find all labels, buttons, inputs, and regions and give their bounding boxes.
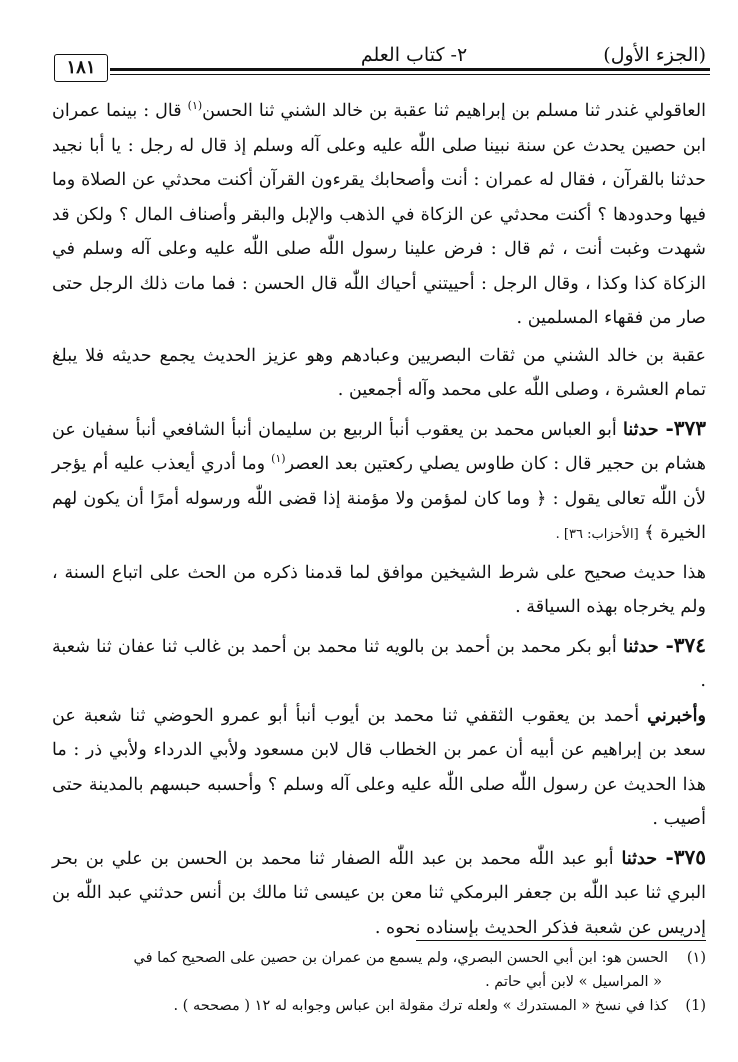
hadith-number: ٣٧٣-: [665, 415, 706, 440]
text-span: عقبة بن خالد الشني من ثقات البصريين وعبادهم وهو عزيز الحديث يجمع حديثه فلا يبلغ تمام العشرة ، وصلى اللّٰه على محمد وآله أجمعين .: [52, 345, 706, 400]
text-span: العاقولي غندر ثنا مسلم بن إبراهيم ثنا عقبة بن خالد الشني ثنا الحسن: [202, 101, 706, 121]
hadith-374: [52, 628, 706, 699]
hadith-number: ٣٧٥-: [665, 844, 706, 869]
keyword: حدثنا: [623, 418, 666, 440]
text-span: أبو عبد اللّٰه محمد بن عبد اللّٰه الصفار ثنا محمد بن الحسن بن علي بن بحر البري ثنا عبد اللّٰه بن جعفر البرمكي ثنا معن بن عيسى ثنا مالك بن أنس حدثني عبد اللّٰه بن إدريس عن شعبة فذكر الحديث بإسناده نحوه .: [52, 848, 706, 938]
text-span: أحمد بن يعقوب الثقفي ثنا محمد بن أيوب أنبأ أبو عمرو الحوضي ثنا شعبة عن سعد بن إبراهيم عن أبيه أن عمر بن الخطاب قال لابن مسعود ولأبي الدرداء ولأبي ذر : ما هذا الحديث عن رسول اللّٰه صلى اللّٰه عليه وعلى آله وسلم ؟ وأحسبه حبسهم بالمدينة حتى أصيب .: [52, 705, 706, 829]
keyword: حدثنا: [623, 635, 666, 657]
paragraph-grading: [52, 556, 706, 625]
text-span: قال : بينما عمران ابن حصين يحدث عن سنة نبينا صلى اللّٰه عليه وعلى آله وسلم إذ قال له رجل : يا أبا نجيد حدثنا بالقرآن ، فقال له عمران : أنت وأصحابك يقرءون القرآن أكنت محدثي عن الصلاة وما فيها وحدودها ؟ أكنت محدثي عن الزكاة في الذهب والإبل والبقر وأصناف المال ؟ ولكن قد شهدت وغبت أنت ، ثم قال : فرض علينا رسول اللّٰه صلى اللّٰه عليه وعلى آله وسلم في الزكاة كذا وكذا ، وقال الرجل : أحييتني أحياك اللّٰه قال الحسن : فما مات ذلك الرجل حتى صار من فقهاء المسلمين .: [52, 101, 706, 328]
hadith-number: ٣٧٤-: [665, 632, 706, 657]
paragraph-note: [52, 339, 706, 408]
page-number: ١٨١: [54, 54, 108, 82]
footnote-1: [52, 946, 706, 970]
footnote-1-continued: [52, 970, 706, 994]
footnote-text: الحسن هو: ابن أبي الحسن البصري، ولم يسمع من عمران بن حصين على الصحيح كما في: [133, 950, 668, 966]
main-text: [52, 94, 706, 945]
keyword: وأخبرني: [647, 704, 706, 726]
quran-reference: [الأحزاب: ٣٦] .: [555, 527, 639, 542]
text-span: أبو بكر محمد بن أحمد بن بالويه ثنا محمد بن أحمد بن غالب ثنا عفان ثنا شعبة .: [52, 636, 706, 691]
footnote-marker[interactable]: (١): [271, 452, 286, 466]
chapter-title: ٢- كتاب العلم: [360, 44, 468, 66]
keyword: حدثنا: [621, 847, 666, 869]
footnote-divider: [416, 940, 706, 941]
text-span: هذا حديث صحيح على شرط الشيخين موافق لما قدمنا ذكره من الحث على اتباع السنة ، ولم يخرجاه بهذه السياقة .: [52, 562, 706, 617]
footnote-2: [52, 994, 706, 1018]
text-span: أبو العباس محمد بن يعقوب أنبأ الربيع بن سليمان أنبأ الشافعي أنبأ سفيان عن هشام بن حجير قال : كان طاوس يصلي ركعتين بعد العصر: [52, 419, 706, 474]
footnotes: [52, 946, 706, 1018]
footnote-number: (1): [685, 998, 706, 1014]
hadith-375: [52, 840, 706, 946]
text-span: وما أدري أيعذب عليه أم يؤجر لأن اللّٰه تعالى يقول : ﴿ وما كان لمؤمن ولا مؤمنة إذا قضى اللّٰه ورسوله أمرًا أن يكون لهم الخيرة ﴾: [52, 454, 706, 543]
paragraph-akhbarani: [52, 699, 706, 837]
footnote-text: كذا في نسخ « المستدرك » ولعله ترك مقولة ابن عباس وجوابه له ١٢ ( مصححه ) .: [173, 998, 668, 1014]
header-rule-thick: [110, 68, 710, 71]
page-header: [54, 38, 710, 78]
footnote-number: (١): [686, 950, 706, 966]
hadith-373: [52, 411, 706, 553]
footnote-marker[interactable]: (١): [187, 99, 203, 113]
header-rule-thin: [110, 74, 710, 75]
paragraph-opening: [52, 94, 706, 336]
footnote-text: « المراسيل » لابن أبي حاتم .: [485, 974, 662, 990]
part-title: (الجزء الأول): [603, 44, 706, 66]
